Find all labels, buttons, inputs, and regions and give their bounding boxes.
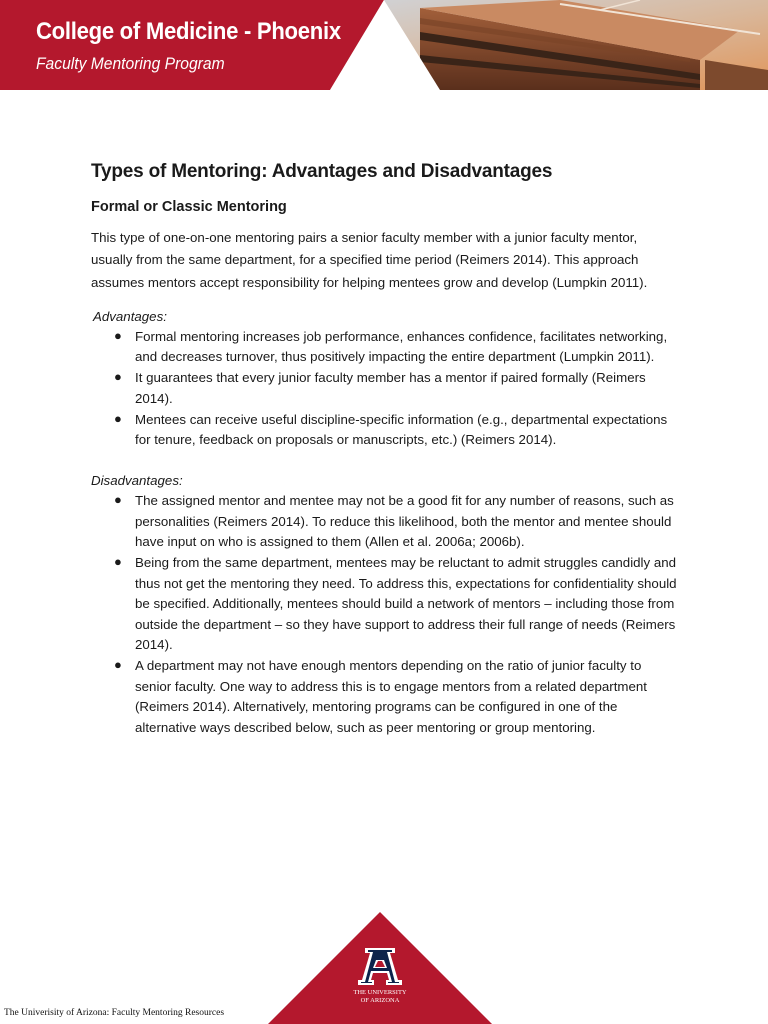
college-title: College of Medicine - Phoenix bbox=[36, 18, 341, 45]
list-item: ● It guarantees that every junior faculty member has a mentor if paired formally (Reimers 2014). bbox=[114, 369, 646, 406]
footer-credit: The Univerisity of Arizona: Faculty Mentoring Resources bbox=[4, 1008, 225, 1018]
bullet-icon: ● bbox=[114, 657, 122, 673]
university-logo bbox=[268, 912, 492, 1024]
list-item: ● Formal mentoring increases job performance, enhances confidence, facilitates networking, and decreases turnover, thus positively impacting the entire department (Lumpkin 2011). bbox=[114, 327, 668, 365]
header-banner bbox=[0, 0, 768, 90]
bullet-icon: ● bbox=[114, 554, 122, 570]
disadvantages-label: Disadvantages: bbox=[91, 473, 183, 489]
list-item: ● The assigned mentor and mentee may not be a good fit for any number of reasons, such as personalities (Reimers 2014). To reduce this likelihood, both the mentor and mentee should have input on who is assigned to them (Allen et al. 2006a; 2006b). bbox=[114, 492, 674, 550]
disadvantages-list bbox=[91, 491, 681, 738]
logo-text-line2: OF ARIZONA bbox=[360, 997, 400, 1004]
list-item: ● A department may not have enough mentors depending on the ratio of junior faculty to senior faculty. One way to address this is to engage mentors from a related department (Reimers 2014). Alternatively, mentoring programs can be configured in one of the alternative ways described below, such as peer mentoring or group mentoring. bbox=[114, 657, 647, 735]
bullet-icon: ● bbox=[114, 369, 122, 385]
bullet-icon: ● bbox=[114, 410, 122, 426]
bullet-icon: ● bbox=[114, 492, 122, 508]
advantages-label: Advantages: bbox=[93, 308, 167, 324]
page-title: Types of Mentoring: Advantages and Disadvantages bbox=[91, 161, 553, 182]
advantages-list bbox=[91, 327, 681, 451]
list-item: ● Being from the same department, mentees may be reluctant to admit struggles candidly and thus not get the mentoring they need. To address this, expectations for confidentiality should be specified. Additionally, mentees should build a network of mentors – including those from outside the department – so they have support to address their full range of needs (Reimers 2014). bbox=[114, 554, 677, 653]
document-body bbox=[91, 158, 681, 739]
intro-paragraph: This type of one-on-one mentoring pairs a senior faculty member with a junior faculty mentor, usually from the same department, for a specified time period (Reimers 2014). This approach assumes mentors accept responsibility for helping mentees grow and develop (Lumpkin 2011). bbox=[91, 230, 648, 290]
program-subtitle: Faculty Mentoring Program bbox=[36, 54, 225, 73]
list-item: ● Mentees can receive useful discipline-specific information (e.g., departmental expectations for tenure, feedback on proposals or manuscripts, etc.) (Reimers 2014). bbox=[114, 410, 668, 448]
logo-text-line1: THE UNIVERSITY bbox=[353, 989, 407, 996]
bullet-icon: ● bbox=[114, 327, 122, 343]
section-heading: Formal or Classic Mentoring bbox=[91, 199, 287, 215]
